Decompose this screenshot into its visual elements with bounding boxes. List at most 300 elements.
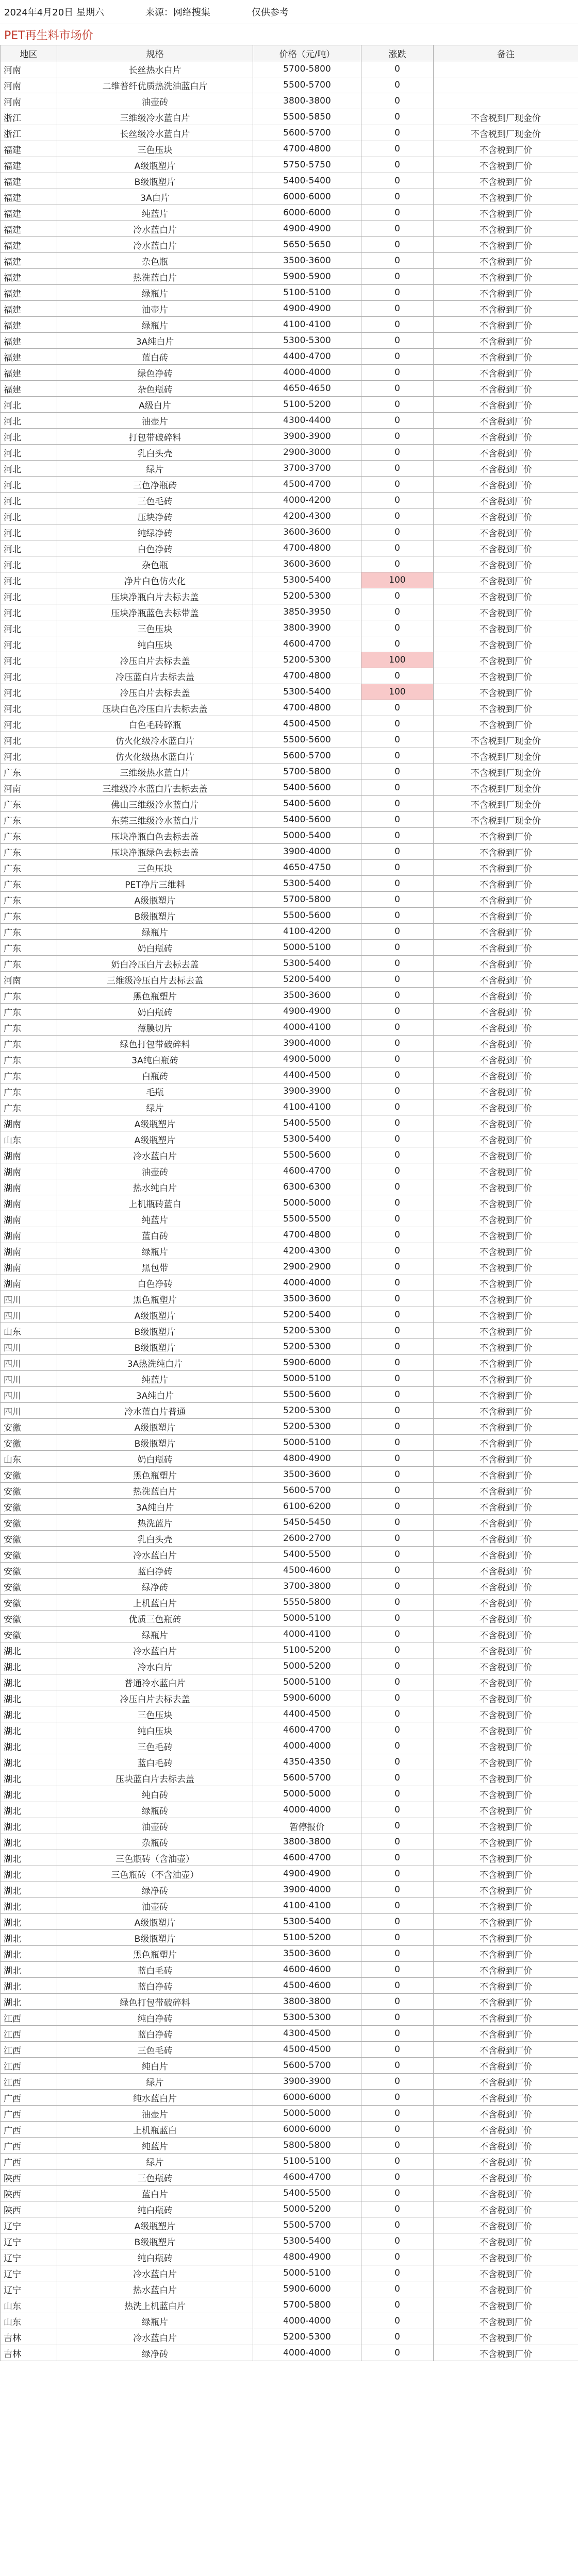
table-row	[1, 141, 578, 157]
table-row	[1, 668, 578, 684]
cell-region: 河南	[1, 77, 57, 93]
cell-region: 河北	[1, 636, 57, 652]
cell-spec: 纯白片	[57, 2058, 253, 2074]
cell-region: 河南	[1, 972, 57, 988]
cell-region: 湖南	[1, 1179, 57, 1195]
table-row	[1, 1754, 578, 1770]
cell-region: 陕西	[1, 2185, 57, 2201]
cell-note: 不含税到厂价	[434, 2185, 578, 2201]
cell-price: 暂停报价	[253, 1818, 361, 1834]
cell-price: 5000-5100	[253, 2265, 361, 2281]
cell-spec: B级瓶塑片	[57, 1930, 253, 1946]
cell-price: 3500-3600	[253, 1946, 361, 1962]
cell-spec: 绿瓶砖	[57, 1802, 253, 1818]
cell-price: 3500-3600	[253, 253, 361, 269]
cell-note: 不含税到厂价	[434, 333, 578, 349]
cell-spec: 纯蓝片	[57, 205, 253, 221]
cell-change: 0	[361, 2010, 434, 2026]
cell-change: 0	[361, 2313, 434, 2329]
cell-change: 0	[361, 2170, 434, 2185]
cell-note: 不含税到厂价	[434, 365, 578, 381]
cell-note: 不含税到厂价	[434, 1834, 578, 1850]
cell-change: 0	[361, 1754, 434, 1770]
cell-price: 5000-5100	[253, 1435, 361, 1451]
cell-spec: 纯蓝片	[57, 1211, 253, 1227]
cell-note: 不含税到厂价	[434, 2313, 578, 2329]
cell-spec: 净片白色仿火化	[57, 572, 253, 588]
cell-price: 4700-4800	[253, 540, 361, 556]
table-row	[1, 1227, 578, 1243]
cell-price: 5200-5300	[253, 2329, 361, 2345]
cell-price: 3800-3800	[253, 1994, 361, 2010]
cell-change: 0	[361, 2154, 434, 2170]
cell-note: 不含税到厂价	[434, 972, 578, 988]
table-row	[1, 173, 578, 189]
cell-region: 河南	[1, 780, 57, 796]
table-row	[1, 221, 578, 237]
cell-price: 6300-6300	[253, 1179, 361, 1195]
cell-change: 0	[361, 2122, 434, 2138]
cell-spec: 三色毛砖	[57, 2042, 253, 2058]
cell-change: 0	[361, 588, 434, 604]
table-row	[1, 477, 578, 493]
cell-change: 0	[361, 716, 434, 732]
cell-price: 4900-4900	[253, 1004, 361, 1020]
cell-change: 0	[361, 1419, 434, 1435]
table-row	[1, 716, 578, 732]
cell-change: 0	[361, 604, 434, 620]
cell-price: 5500-5600	[253, 732, 361, 748]
cell-change: 100	[361, 572, 434, 588]
cell-region: 四川	[1, 1339, 57, 1355]
cell-spec: 上机瓶蓝白	[57, 2122, 253, 2138]
cell-price: 4500-4500	[253, 2042, 361, 2058]
cell-region: 湖北	[1, 1818, 57, 1834]
cell-change: 0	[361, 1371, 434, 1387]
table-row	[1, 1435, 578, 1451]
cell-spec: 冷压白片去标去盖	[57, 684, 253, 700]
cell-region: 湖北	[1, 1738, 57, 1754]
table-row	[1, 1595, 578, 1611]
cell-region: 河北	[1, 477, 57, 493]
cell-price: 3500-3600	[253, 1467, 361, 1483]
cell-change: 0	[361, 141, 434, 157]
cell-change: 0	[361, 876, 434, 892]
cell-change: 0	[361, 253, 434, 269]
cell-note: 不含税到厂价	[434, 1579, 578, 1595]
table-row	[1, 1898, 578, 1914]
cell-price: 5000-5000	[253, 1786, 361, 1802]
table-row	[1, 2281, 578, 2297]
cell-change: 0	[361, 908, 434, 924]
table-row	[1, 1579, 578, 1595]
cell-change: 0	[361, 429, 434, 445]
cell-change: 0	[361, 2329, 434, 2345]
cell-region: 广西	[1, 2138, 57, 2154]
cell-region: 安徽	[1, 1435, 57, 1451]
cell-region: 福建	[1, 269, 57, 285]
cell-change: 0	[361, 1531, 434, 1547]
cell-price: 5000-5000	[253, 2106, 361, 2122]
cell-region: 河北	[1, 748, 57, 764]
cell-price: 4350-4350	[253, 1754, 361, 1770]
cell-region: 福建	[1, 157, 57, 173]
cell-spec: A级瓶塑片	[57, 157, 253, 173]
cell-note: 不含税到厂价	[434, 828, 578, 844]
cell-spec: 杂色瓶砖	[57, 381, 253, 397]
table-row	[1, 1020, 578, 1036]
cell-price: 4000-4100	[253, 1626, 361, 1642]
table-row	[1, 2249, 578, 2265]
cell-price: 5300-5400	[253, 2233, 361, 2249]
cell-spec: 压块白色冷压白片去标去盖	[57, 700, 253, 716]
cell-region: 福建	[1, 173, 57, 189]
cell-spec: 绿瓶片	[57, 2313, 253, 2329]
cell-change: 0	[361, 493, 434, 509]
cell-spec: 冷水蓝白片	[57, 1147, 253, 1163]
cell-note: 不含税到厂价	[434, 2281, 578, 2297]
cell-spec: B级瓶塑片	[57, 908, 253, 924]
cell-change: 0	[361, 1595, 434, 1611]
cell-spec: 压块净砖	[57, 509, 253, 524]
table-row	[1, 956, 578, 972]
table-row	[1, 1818, 578, 1834]
cell-region: 山东	[1, 2313, 57, 2329]
table-row	[1, 572, 578, 588]
cell-change: 0	[361, 1994, 434, 2010]
cell-region: 四川	[1, 1291, 57, 1307]
cell-note: 不含税到厂价	[434, 1930, 578, 1946]
cell-note: 不含税到厂价	[434, 2138, 578, 2154]
cell-price: 5600-5700	[253, 2058, 361, 2074]
table-row	[1, 732, 578, 748]
cell-change: 0	[361, 1036, 434, 1052]
cell-note: 不含税到厂价	[434, 2090, 578, 2106]
cell-price: 4600-4700	[253, 1163, 361, 1179]
cell-note: 不含税到厂价	[434, 2217, 578, 2233]
cell-change: 0	[361, 2345, 434, 2361]
cell-spec: 乳白头壳	[57, 1531, 253, 1547]
cell-region: 河北	[1, 429, 57, 445]
cell-note: 不含税到厂价	[434, 2249, 578, 2265]
cell-spec: 乳白头壳	[57, 445, 253, 461]
table-row	[1, 1052, 578, 1067]
cell-price: 4500-4600	[253, 1978, 361, 1994]
cell-price: 5650-5650	[253, 237, 361, 253]
cell-region: 河北	[1, 572, 57, 588]
cell-change: 0	[361, 2233, 434, 2249]
cell-change: 0	[361, 1930, 434, 1946]
cell-change: 0	[361, 1147, 434, 1163]
cell-note: 不含税到厂价	[434, 1179, 578, 1195]
cell-spec: 绿瓶片	[57, 924, 253, 940]
cell-note: 不含税到厂价	[434, 1387, 578, 1403]
cell-price: 5400-5500	[253, 1115, 361, 1131]
cell-spec: 三维级冷水蓝白片	[57, 109, 253, 125]
table-row	[1, 1147, 578, 1163]
cell-region: 广西	[1, 2090, 57, 2106]
cell-change: 0	[361, 1403, 434, 1419]
table-row	[1, 397, 578, 413]
cell-region: 广东	[1, 956, 57, 972]
cell-note: 不含税到厂价	[434, 2122, 578, 2138]
cell-spec: A级瓶塑片	[57, 1131, 253, 1147]
cell-price: 3500-3600	[253, 988, 361, 1004]
cell-change: 0	[361, 620, 434, 636]
cell-price: 6000-6000	[253, 189, 361, 205]
cell-spec: 白色毛砖碎瓶	[57, 716, 253, 732]
table-row	[1, 1531, 578, 1547]
cell-region: 安徽	[1, 1626, 57, 1642]
table-row	[1, 1515, 578, 1531]
cell-spec: 蓝白砖	[57, 349, 253, 365]
cell-price: 5900-5900	[253, 269, 361, 285]
table-row	[1, 125, 578, 141]
cell-price: 4100-4100	[253, 1898, 361, 1914]
table-row	[1, 860, 578, 876]
cell-note: 不含税到厂价	[434, 2106, 578, 2122]
cell-region: 福建	[1, 333, 57, 349]
cell-note: 不含税到厂价	[434, 1020, 578, 1036]
cell-region: 四川	[1, 1403, 57, 1419]
cell-change: 0	[361, 2297, 434, 2313]
cell-note: 不含税到厂价	[434, 1131, 578, 1147]
cell-spec: 三色压块	[57, 1706, 253, 1722]
table-row	[1, 1275, 578, 1291]
cell-spec: 三色毛砖	[57, 493, 253, 509]
cell-note: 不含税到厂现金价	[434, 125, 578, 141]
table-row	[1, 1738, 578, 1754]
cell-change: 0	[361, 1099, 434, 1115]
cell-note: 不含税到厂价	[434, 349, 578, 365]
cell-region: 安徽	[1, 1483, 57, 1499]
cell-spec: 奶白瓶砖	[57, 1004, 253, 1020]
cell-change: 0	[361, 1004, 434, 1020]
table-row	[1, 1307, 578, 1323]
cell-spec: 三色毛砖	[57, 1738, 253, 1754]
cell-note: 不含税到厂价	[434, 1770, 578, 1786]
cell-price: 5300-5400	[253, 956, 361, 972]
cell-price: 5500-5700	[253, 2217, 361, 2233]
cell-spec: 压块净瓶白片去标去盖	[57, 588, 253, 604]
cell-spec: B级瓶塑片	[57, 1435, 253, 1451]
cell-region: 浙江	[1, 109, 57, 125]
table-row	[1, 2106, 578, 2122]
cell-region: 湖北	[1, 1994, 57, 2010]
cell-spec: 绿片	[57, 2154, 253, 2170]
cell-change: 0	[361, 1962, 434, 1978]
cell-price: 3900-4000	[253, 1882, 361, 1898]
cell-region: 湖北	[1, 1882, 57, 1898]
cell-price: 5700-5800	[253, 892, 361, 908]
cell-change: 0	[361, 1563, 434, 1579]
table-row	[1, 333, 578, 349]
table-row	[1, 1355, 578, 1371]
cell-change: 0	[361, 2217, 434, 2233]
cell-change: 0	[361, 1898, 434, 1914]
table-row	[1, 748, 578, 764]
table-row	[1, 2265, 578, 2281]
cell-region: 河北	[1, 445, 57, 461]
cell-price: 4700-4800	[253, 700, 361, 716]
table-row	[1, 349, 578, 365]
cell-region: 湖北	[1, 1866, 57, 1882]
cell-spec: 热水纯白片	[57, 1179, 253, 1195]
table-row	[1, 1946, 578, 1962]
price-table	[0, 45, 578, 2361]
cell-note: 不含税到厂价	[434, 1067, 578, 1083]
cell-region: 辽宁	[1, 2249, 57, 2265]
cell-price: 4600-4700	[253, 1850, 361, 1866]
cell-note: 不含税到厂价	[434, 1882, 578, 1898]
table-row	[1, 2090, 578, 2106]
cell-price: 2900-3000	[253, 445, 361, 461]
cell-change: 0	[361, 636, 434, 652]
cell-region: 广东	[1, 844, 57, 860]
cell-spec: 纯白瓶砖	[57, 2249, 253, 2265]
cell-spec: 东莞三维级冷水蓝白片	[57, 812, 253, 828]
cell-region: 湖北	[1, 1658, 57, 1674]
cell-price: 5400-5600	[253, 812, 361, 828]
cell-note: 不含税到厂价	[434, 572, 578, 588]
page-header	[0, 0, 578, 24]
cell-region: 河北	[1, 700, 57, 716]
cell-change: 0	[361, 860, 434, 876]
cell-region: 福建	[1, 205, 57, 221]
cell-price: 4800-4900	[253, 1451, 361, 1467]
table-row	[1, 2233, 578, 2249]
table-row	[1, 1004, 578, 1020]
cell-change: 0	[361, 285, 434, 301]
table-row	[1, 2217, 578, 2233]
cell-price: 5000-5100	[253, 940, 361, 956]
cell-price: 5500-5600	[253, 1387, 361, 1403]
cell-price: 4000-4200	[253, 493, 361, 509]
cell-price: 5900-6000	[253, 2281, 361, 2297]
cell-spec: 油壶片	[57, 301, 253, 317]
cell-change: 100	[361, 684, 434, 700]
cell-note: 不含税到厂价	[434, 684, 578, 700]
cell-region: 福建	[1, 301, 57, 317]
cell-change: 0	[361, 556, 434, 572]
cell-note: 不含税到厂价	[434, 1163, 578, 1179]
cell-change: 0	[361, 397, 434, 413]
cell-price: 4900-4900	[253, 1866, 361, 1882]
table-row	[1, 828, 578, 844]
cell-spec: 绿瓶片	[57, 1626, 253, 1642]
cell-note: 不含税到厂价	[434, 477, 578, 493]
cell-region: 江西	[1, 2042, 57, 2058]
table-row	[1, 1914, 578, 1930]
cell-region: 山东	[1, 1131, 57, 1147]
cell-region: 广东	[1, 828, 57, 844]
cell-region: 河北	[1, 716, 57, 732]
cell-note: 不含税到厂价	[434, 1275, 578, 1291]
cell-note: 不含税到厂价	[434, 381, 578, 397]
cell-region: 湖南	[1, 1163, 57, 1179]
table-row	[1, 1195, 578, 1211]
cell-price: 5500-5600	[253, 1147, 361, 1163]
table-row	[1, 237, 578, 253]
cell-region: 广东	[1, 1020, 57, 1036]
table-row	[1, 2297, 578, 2313]
cell-region: 河北	[1, 588, 57, 604]
cell-change: 0	[361, 2201, 434, 2217]
cell-price: 5000-5000	[253, 1195, 361, 1211]
cell-note: 不含税到厂价	[434, 1850, 578, 1866]
table-row	[1, 365, 578, 381]
table-row	[1, 2313, 578, 2329]
cell-change: 0	[361, 1483, 434, 1499]
cell-region: 福建	[1, 237, 57, 253]
cell-note: 不含税到厂价	[434, 876, 578, 892]
cell-price: 4000-4000	[253, 1738, 361, 1754]
cell-spec: 绿色打包带破碎料	[57, 1036, 253, 1052]
cell-region: 河北	[1, 604, 57, 620]
cell-price: 3800-3800	[253, 1834, 361, 1850]
cell-region: 广东	[1, 764, 57, 780]
column-header-change: 涨跌	[361, 45, 434, 61]
cell-spec: 冷水蓝白片	[57, 1642, 253, 1658]
table-row	[1, 844, 578, 860]
cell-note: 不含税到厂价	[434, 908, 578, 924]
cell-price: 4700-4800	[253, 1227, 361, 1243]
cell-price: 4500-4700	[253, 477, 361, 493]
cell-change: 0	[361, 540, 434, 556]
cell-note: 不含税到厂价	[434, 1115, 578, 1131]
table-row	[1, 269, 578, 285]
cell-change: 0	[361, 317, 434, 333]
cell-region: 河北	[1, 652, 57, 668]
table-row	[1, 684, 578, 700]
cell-spec: 热洗蓝白片	[57, 1483, 253, 1499]
table-row	[1, 1722, 578, 1738]
cell-region: 湖北	[1, 1834, 57, 1850]
cell-region: 河北	[1, 397, 57, 413]
table-row	[1, 2122, 578, 2138]
cell-price: 4500-4500	[253, 716, 361, 732]
cell-change: 0	[361, 1690, 434, 1706]
cell-note: 不含税到厂价	[434, 253, 578, 269]
cell-price: 4300-4400	[253, 413, 361, 429]
table-row	[1, 652, 578, 668]
header-note: 仅供参考	[251, 7, 289, 18]
cell-region: 河北	[1, 524, 57, 540]
cell-region: 辽宁	[1, 2233, 57, 2249]
table-row	[1, 2345, 578, 2361]
cell-change: 0	[361, 381, 434, 397]
table-row	[1, 93, 578, 109]
cell-change: 0	[361, 2090, 434, 2106]
cell-spec: 绿片	[57, 461, 253, 477]
cell-note: 不含税到厂价	[434, 860, 578, 876]
cell-spec: 白瓶砖	[57, 1067, 253, 1083]
cell-note: 不含税到厂价	[434, 1052, 578, 1067]
cell-note: 不含税到厂价	[434, 1706, 578, 1722]
cell-note: 不含税到厂价	[434, 1227, 578, 1243]
cell-price: 5400-5400	[253, 173, 361, 189]
cell-region: 安徽	[1, 1531, 57, 1547]
cell-price: 4400-4500	[253, 1067, 361, 1083]
cell-note: 不含税到厂价	[434, 397, 578, 413]
table-row	[1, 924, 578, 940]
cell-region: 广西	[1, 2154, 57, 2170]
cell-region: 安徽	[1, 1579, 57, 1595]
cell-note: 不含税到厂价	[434, 2233, 578, 2249]
table-row	[1, 1690, 578, 1706]
cell-price: 5000-5100	[253, 1674, 361, 1690]
table-row	[1, 413, 578, 429]
